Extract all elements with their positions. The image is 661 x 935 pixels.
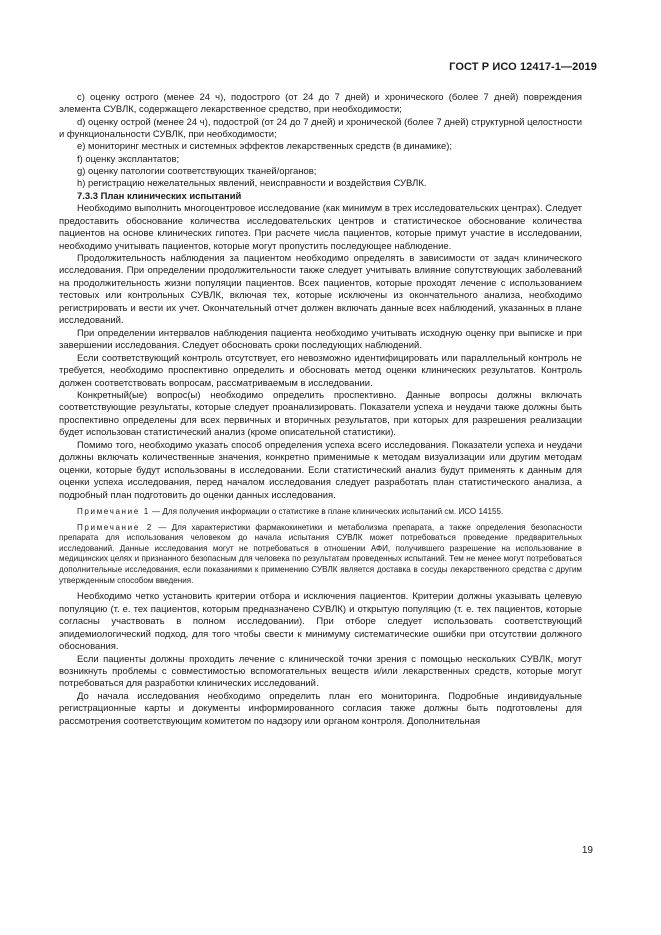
note-text: — Для характеристики фармакокинетики и метаболизма препарата, а также определения безопасности препарата для использования человеком до начала испытания СУВЛК может потребоваться проведение предварительных исследований. Данные исследования могут не потребоваться в отношении АФИ, получившего разрешение на использование в медицинских целях и признанного безопасным для человека по результатам проведенных испытаний. Тем не менее могут потребоваться дополнительные исследования, если показаниями к применению СУВЛК является доставка в сосуды лекарственного средства с другим утвержденным способом введения. bbox=[59, 522, 582, 585]
page-number: 19 bbox=[581, 845, 593, 856]
list-item-e: e) мониторинг местных и системных эффектов лекарственных средств (в динамике); bbox=[77, 141, 452, 153]
standard-header: ГОСТ Р ИСО 12417-1—2019 bbox=[449, 61, 597, 73]
note-2 bbox=[59, 523, 582, 587]
paragraph: Помимо того, необходимо указать способ определения успеха всего исследования. Показатели успеха и неудачи должны включать количественные значения, конкретно применимые к методам визуализации или другим методам оценки, которые будут использованы в исследовании. Если статистический анализ будут применять к данным для оценки успеха исследования, перед началом исследования следует разработать план статистического анализа, а подробный план подготовить до оценки данных исследования. bbox=[59, 439, 582, 501]
note-text: — Для получения информации о статистике в плане клинических испытаний см. ИСО 14155. bbox=[149, 507, 504, 517]
paragraph: Необходимо четко установить критерии отбора и исключения пациентов. Критерии должны указывать целевую популяцию (т. е. тех пациентов, которым предназначено СУВЛК) и открытую популяцию (т. е. тех пациентов, которые согласны участвовать в полном исследовании). При отборе следует использовать соответствующий эпидемиологический подход, для того чтобы свести к минимуму систематические ошибки при отсутствии должного обоснования. bbox=[59, 591, 582, 653]
list-item-d: d) оценку острой (менее 24 ч), подострой (от 24 до 7 дней) и хронической (более 7 дней) структурной целостности и функциональности СУВЛК, при необходимости; bbox=[59, 116, 582, 141]
note-label: Примечание 1 bbox=[77, 507, 150, 517]
note-label: Примечание 2 bbox=[77, 522, 153, 532]
note-1 bbox=[59, 507, 582, 518]
section-title: 7.3.3 План клинических испытаний bbox=[77, 190, 242, 202]
list-item-h: h) регистрацию нежелательных явлений, неисправности и воздействия СУВЛК. bbox=[77, 178, 427, 190]
paragraph: При определении интервалов наблюдения пациента необходимо учитывать исходную оценку при выписке и при завершении исследования. Следует обосновать сроки последующих наблюдений. bbox=[59, 327, 582, 352]
list-item-f: f) оценку эксплантатов; bbox=[77, 153, 180, 165]
paragraph: До начала исследования необходимо определить план его мониторинга. Подробные индивидуальные регистрационные карты и документы информированного согласия также должны быть подготовлены для рассмотрения соответствующим комитетом по надзору или органом контроля. Дополнительная bbox=[59, 690, 582, 727]
paragraph: Конкретный(ые) вопрос(ы) необходимо определить проспективно. Данные вопросы должны включать соответствующие результаты, которые следует проанализировать. Показатели успеха и неудачи также должны быть проспективно определены для всех первичных и вторичных результатов, при которых для разрешения реализации будет использован статистический анализ (кроме описательной статистики). bbox=[59, 390, 582, 439]
paragraph: Если пациенты должны проходить лечение с клинической точки зрения с помощью нескольких СУВЛК, могут возникнуть проблемы с совместимостью вспомогательных веществ и/или лекарственных средств, которые могут потребоваться для разработки клинических исследований. bbox=[59, 653, 582, 690]
paragraph: Продолжительность наблюдения за пациентом необходимо определять в зависимости от задач клинического исследования. При определении продолжительности также следует учитывать влияние сопутствующих заболеваний на продолжительность жизни популяции пациентов. Всех пациентов, которые проходят лечение с использованием тестовых или контрольных СУВЛК, включая тех, которые исключены из окончательного анализа, необходимо регистрировать и вести их учет. Окончательный отчет должен включать данные всех наблюдений, указанных в плане исследований. bbox=[59, 253, 582, 327]
list-item-g: g) оценку патологии соответствующих тканей/органов; bbox=[77, 166, 317, 178]
paragraph: Необходимо выполнить многоцентровое исследование (как минимум в трех исследовательских центрах). Следует предоставить обоснование количества исследовательских центров и статистическое обоснование количества пациентов на основе клинических гипотез. При расчете числа пациентов, которые примут участие в исследовании, необходимо учитывать пациентов, которые могут пропустить последующее наблюдение. bbox=[59, 203, 582, 252]
document-body bbox=[59, 92, 582, 728]
list-item-c: c) оценку острого (менее 24 ч), подострого (от 24 до 7 дней) и хронического (более 7 дней) повреждения элемента СУВЛК, содержащего лекарственное средство, при необходимости; bbox=[59, 92, 582, 116]
paragraph: Если соответствующий контроль отсутствует, его невозможно идентифицировать или параллельный контроль не требуется, необходимо проспективно определить и обосновать метод оценки клинических результатов. Контроль должен соответствовать вопросам, рассматриваемым в исследовании. bbox=[59, 352, 582, 389]
